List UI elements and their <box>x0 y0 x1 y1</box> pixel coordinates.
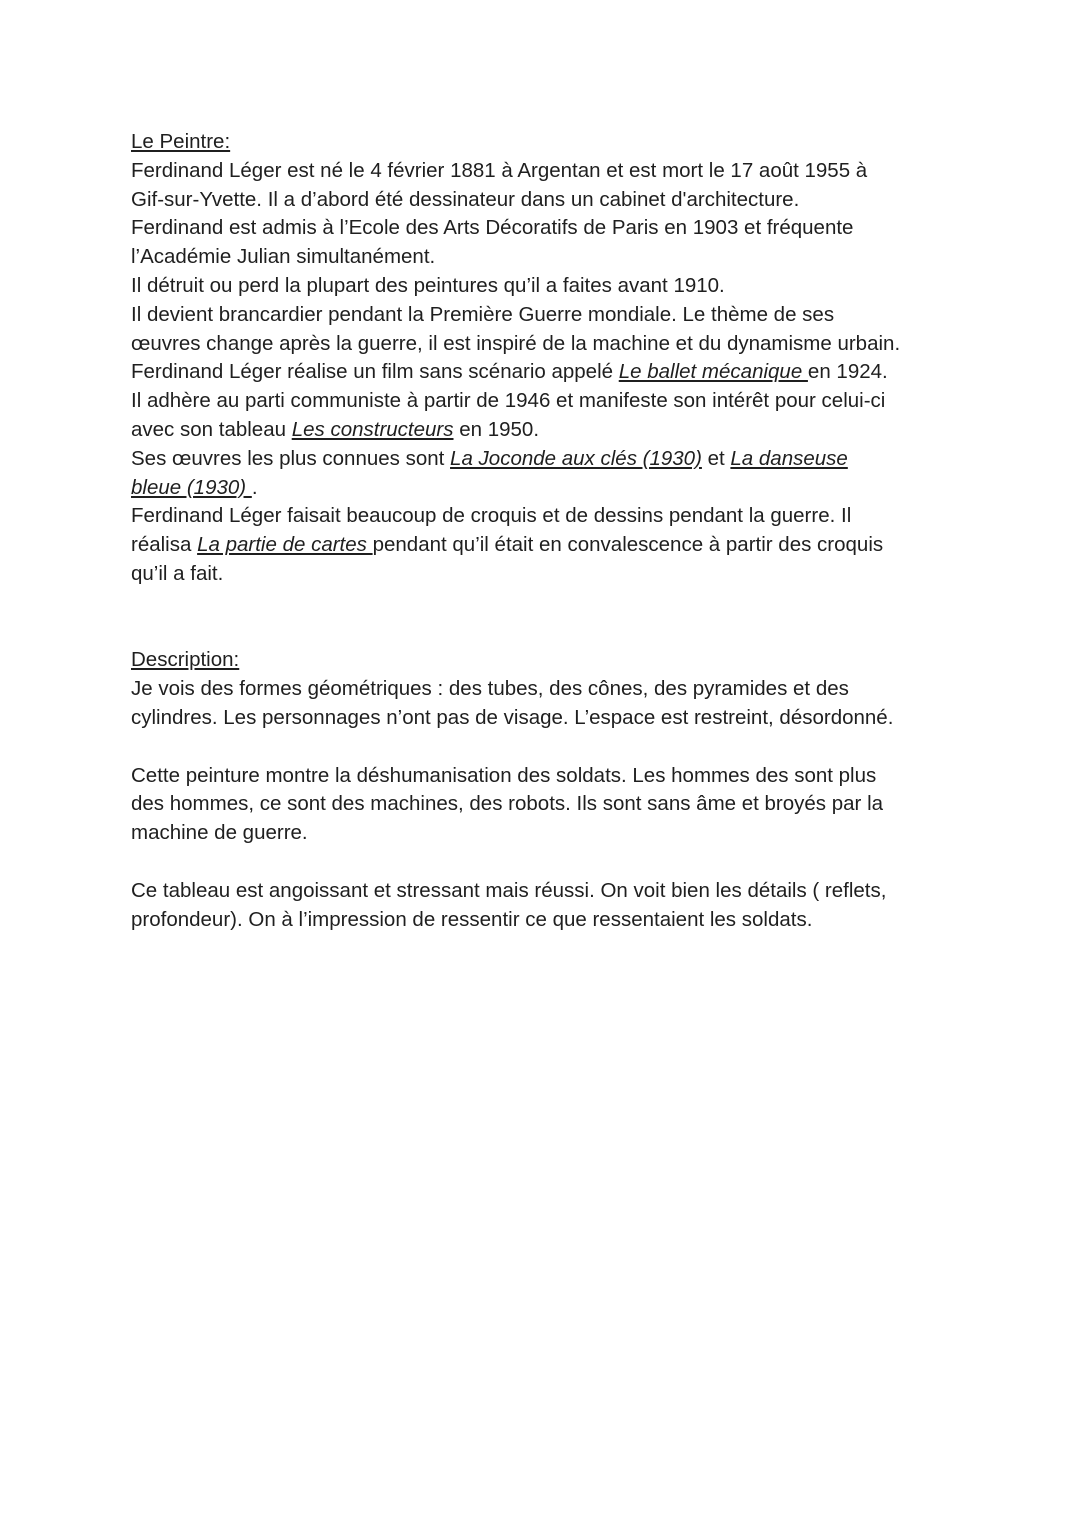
section-heading-le-peintre: Le Peintre: <box>131 130 231 153</box>
text-line: des hommes, ce sont des machines, des robots. Ils sont sans âme et broyés par la <box>131 792 884 816</box>
text-line <box>131 416 991 445</box>
text-line: Ce tableau est angoissant et stressant mais réussi. On voit bien les détails ( reflets, <box>131 878 887 902</box>
text-line: l’Académie Julian simultanément. <box>131 245 436 269</box>
text-line: Il détruit ou perd la plupart des peintures qu’il a faites avant 1910. <box>131 273 725 297</box>
text-segment: . <box>251 475 258 499</box>
section-spacer <box>131 589 991 647</box>
text-line <box>131 531 991 560</box>
artwork-title-ballet-mecanique: Le ballet mécanique <box>618 360 808 384</box>
text-line: qu’il a fait. <box>131 561 224 585</box>
artwork-title-la-danseuse-part1: La danseuse <box>730 446 848 470</box>
text-line <box>131 445 991 474</box>
text-segment: pendant qu’il était en convalescence à partir des croquis <box>372 533 884 557</box>
paragraph-spacer <box>131 733 991 762</box>
text-line: Il devient brancardier pendant la Première Guerre mondiale. Le thème de ses <box>131 302 835 326</box>
section-heading-description: Description: <box>131 648 240 672</box>
text-line: Ferdinand est admis à l’Ecole des Arts Décoratifs de Paris en 1903 et fréquente <box>131 216 854 240</box>
artwork-title-les-constructeurs: Les constructeurs <box>291 417 454 441</box>
text-line: Je vois des formes géométriques : des tubes, des cônes, des pyramides et des <box>131 677 849 701</box>
text-line <box>131 474 991 503</box>
text-segment: réalisa <box>131 533 198 557</box>
text-line: Cette peinture montre la déshumanisation des soldats. Les hommes des sont plus <box>131 763 877 787</box>
text-segment: Ferdinand Léger réalise un film sans scénario appelé <box>131 360 619 384</box>
text-segment: et <box>701 446 731 470</box>
paragraph-spacer <box>131 848 991 877</box>
text-line: cylindres. Les personnages n’ont pas de visage. L’espace est restreint, désordonné. <box>131 705 894 729</box>
text-segment: en 1950. <box>453 417 540 441</box>
document-page <box>131 128 991 934</box>
text-segment: Ses œuvres les plus connues sont <box>131 446 451 470</box>
section-le-peintre <box>131 128 991 589</box>
artwork-title-la-danseuse-part2: bleue (1930) <box>131 475 252 499</box>
section-description <box>131 646 991 934</box>
artwork-title-la-partie-de-cartes: La partie de cartes <box>197 533 373 557</box>
text-line: Gif-sur-Yvette. Il a d’abord été dessinateur dans un cabinet d'architecture. <box>131 187 800 211</box>
text-line: Il adhère au parti communiste à partir de 1946 et manifeste son intérêt pour celui-ci <box>131 389 886 413</box>
text-segment: avec son tableau <box>131 417 292 441</box>
artwork-title-la-joconde: La Joconde aux clés (1930) <box>450 446 702 470</box>
text-line: œuvres change après la guerre, il est inspiré de la machine et du dynamisme urbain. <box>131 331 901 355</box>
text-line <box>131 358 991 387</box>
text-segment: en 1924. <box>807 360 888 384</box>
text-line: Ferdinand Léger est né le 4 février 1881 à Argentan et est mort le 17 août 1955 à <box>131 158 868 182</box>
text-line: profondeur). On à l’impression de ressentir ce que ressentaient les soldats. <box>131 907 813 931</box>
text-line: Ferdinand Léger faisait beaucoup de croquis et de dessins pendant la guerre. Il <box>131 504 852 528</box>
text-line: machine de guerre. <box>131 821 308 845</box>
